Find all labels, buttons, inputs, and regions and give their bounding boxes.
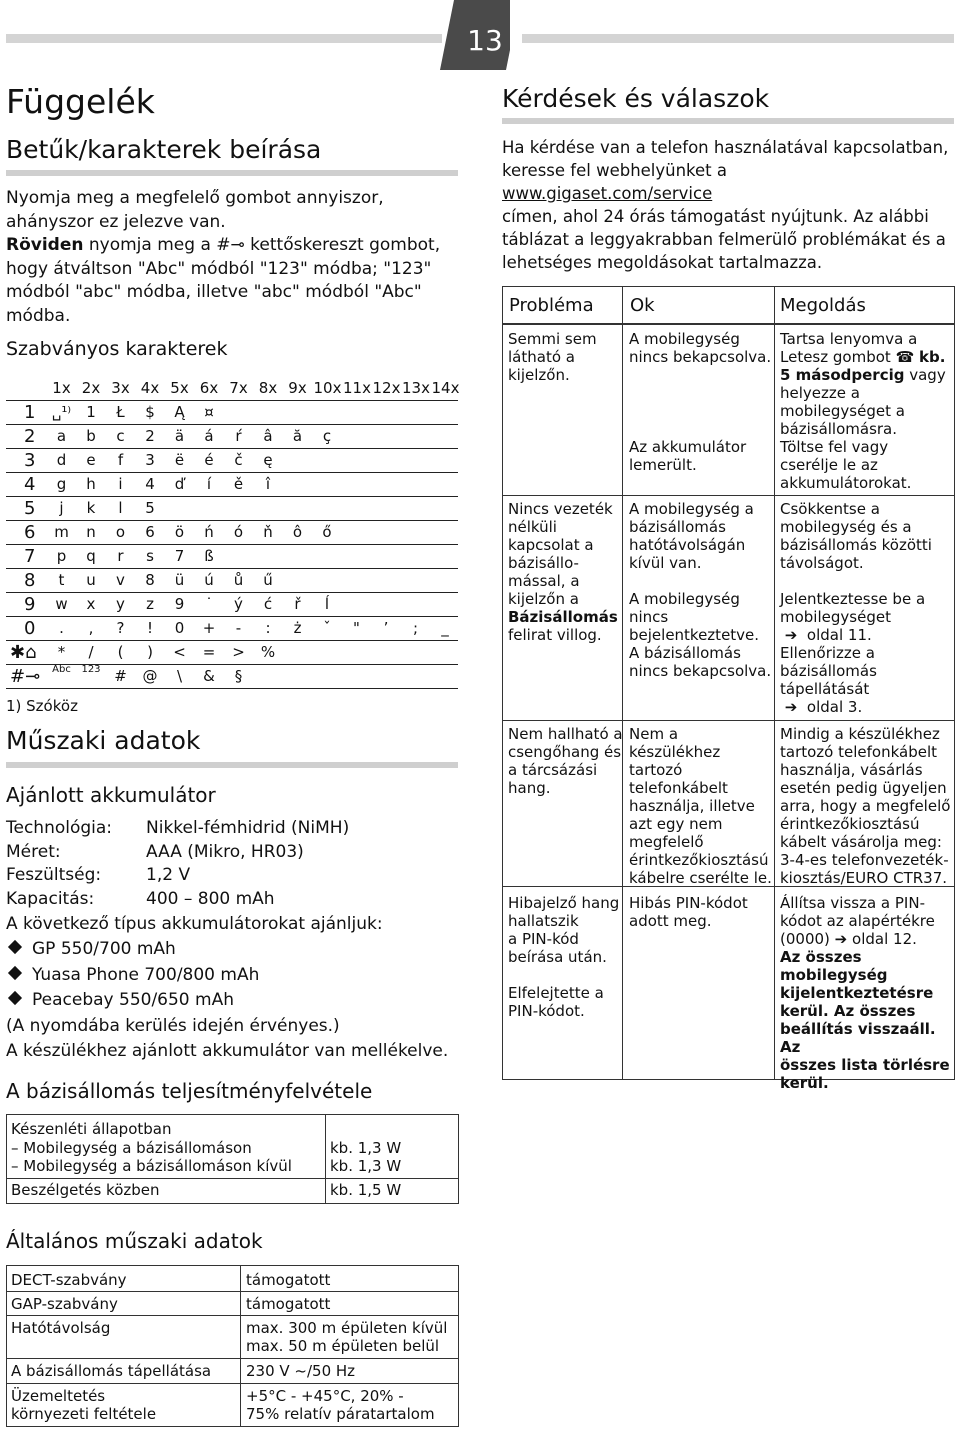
char-table-key: 3	[24, 450, 36, 471]
star-key-icon: ✱⌂	[10, 642, 37, 663]
general-value: támogatott	[246, 1295, 331, 1313]
char-table-cell: á	[204, 427, 214, 445]
general-value: +5°C - +45°C, 20% -	[246, 1387, 404, 1405]
char-table-row	[6, 472, 458, 497]
char-table-cell: h	[86, 475, 96, 493]
on-base-value: kb. 1,3 W	[330, 1139, 402, 1157]
char-table-cell: x	[86, 595, 96, 613]
char-table-cell: ß	[204, 547, 214, 565]
general-label: A bázisállomás tápellátása	[11, 1362, 212, 1380]
char-table-cell: r	[117, 547, 124, 565]
diamond-bullet-icon	[8, 991, 22, 1005]
header-cause: Ok	[630, 295, 655, 316]
char-table-cell: 6	[145, 523, 155, 541]
char-table-header-cell: 13x	[402, 379, 430, 397]
footnote: 1) Szóköz	[6, 697, 78, 715]
char-table-cell: 2	[145, 427, 155, 445]
char-table-cell: ű	[263, 571, 273, 589]
char-table-row	[6, 400, 458, 425]
char-table-cell: ů	[233, 571, 244, 589]
battery-item: Peacebay 550/650 mAh	[6, 990, 234, 1010]
spec-label: Kapacitás:	[6, 889, 95, 909]
char-table-header-cell: 6x	[199, 379, 219, 397]
char-table-cell: w	[55, 595, 68, 613]
char-table-cell: (	[117, 643, 124, 661]
r3-solution: Mindig a készülékhez tartozó telefonkábelt használja, vásárlás esetén pedig ügyeljen arra, hogy a megfelelő érintkezőkiosztású kábelt vásárolja meg: 3-4-es telefonvezeték- kiosztás/EURO CTR37.	[780, 725, 951, 887]
char-table-row	[6, 592, 458, 617]
intro-paragraph: Nyomja meg a megfelelő gombot annyiszor, ahányszor ez jelezve van. Röviden nyomja meg a #⊸ kettőskereszt gombot, hogy átváltson "Abc" módból "123" módba; "123" módból "abc" módba, illetve "abc" módból "Abc" módba.	[6, 188, 441, 326]
char-table-cell: d	[56, 451, 67, 469]
char-table-header-cell: 1x	[52, 379, 71, 397]
section-chars-title: Betűk/karakterek beírása	[6, 135, 322, 164]
on-base-label: – Mobilegység a bázisállomáson	[11, 1139, 252, 1157]
char-table-cell: *	[57, 643, 66, 661]
char-table-cell: q	[86, 547, 96, 565]
char-table-cell: ř	[294, 595, 301, 613]
arrow-right-icon: ➔	[784, 698, 798, 716]
char-table-cell: â	[263, 427, 273, 445]
char-table-row	[6, 520, 458, 545]
spec-value: AAA (Mikro, HR03)	[146, 842, 304, 862]
char-table-cell: y	[116, 595, 125, 613]
section-rule	[6, 170, 458, 176]
char-table-cell: ʼ	[383, 619, 389, 637]
char-table-cell: "	[353, 619, 360, 637]
spec-value: 400 – 800 mAh	[146, 889, 275, 909]
char-table-cell: Abc	[52, 664, 71, 675]
char-table-cell: ć	[263, 595, 273, 613]
char-table-cell: \	[176, 667, 183, 685]
char-table-cell: g	[56, 475, 67, 493]
char-table-cell: ë	[174, 451, 185, 469]
char-table-key: 6	[24, 522, 36, 543]
general-label: GAP-szabvány	[11, 1295, 118, 1313]
char-table-cell: ż	[293, 619, 302, 637]
char-table-cell: <	[173, 643, 186, 661]
r2-solution2: Jelentkeztesse be a mobilegységet ➔ oldal 11. Ellenőrizze a bázisállomás tápellátását ➔ oldal 3.	[780, 590, 926, 716]
char-table-cell: /	[88, 643, 94, 661]
spec-label: Technológia:	[6, 818, 113, 838]
char-table-header-cell: 8x	[258, 379, 278, 397]
service-link[interactable]: www.gigaset.com/service	[502, 184, 713, 203]
r2-solution: Csökkentse a mobilegység és a bázisállomás közötti távolságot.	[780, 500, 932, 572]
char-table-key: 4	[24, 474, 36, 495]
call-label: Beszélgetés közben	[11, 1181, 160, 1199]
char-table-cell: 123	[81, 664, 101, 675]
power-heading: A bázisállomás teljesítményfelvétele	[6, 1079, 373, 1103]
general-table	[6, 1265, 459, 1427]
char-table-cell: n	[86, 523, 96, 541]
char-table-cell: ;	[412, 619, 419, 637]
char-table-cell: ô	[292, 523, 303, 541]
char-table-cell: ő	[322, 523, 332, 541]
char-table-cell: 8	[145, 571, 155, 589]
char-table-header-cell: 4x	[140, 379, 160, 397]
char-table-cell: k	[86, 499, 96, 517]
general-label: DECT-szabvány	[11, 1271, 127, 1289]
char-table-row	[6, 664, 458, 689]
char-table-header-cell: 12x	[372, 379, 401, 397]
char-table-cell: ó	[233, 523, 244, 541]
char-table-cell: ä	[174, 427, 185, 445]
char-table-cell: v	[116, 571, 125, 589]
char-table-cell: ă	[292, 427, 303, 445]
note-included: A készülékhez ajánlott akkumulátor van mellékelve.	[6, 1041, 449, 1061]
r1-solution: Tartsa lenyomva a Letesz gombot ☎ kb. 5 másodpercig vagy helyezze a mobilegységet a bázisállomásra. Töltse fel vagy cserélje le az akkumulátorokat.	[780, 330, 946, 492]
char-table-cell: z	[146, 595, 154, 613]
general-label: Üzemeltetés	[11, 1387, 106, 1405]
char-table-header-cell: 3x	[111, 379, 130, 397]
diamond-bullet-icon	[8, 940, 22, 954]
char-table-key: 9	[24, 594, 36, 615]
char-table-cell: -	[235, 619, 242, 637]
end-call-icon: ☎	[895, 348, 915, 366]
char-table-cell: ˙	[205, 595, 213, 613]
char-table-key: 0	[24, 618, 36, 639]
general-value: max. 50 m épületen belül	[246, 1337, 440, 1355]
char-table-cell: +	[202, 619, 216, 637]
qa-title: Kérdések és válaszok	[502, 84, 770, 113]
char-table-cell: ŕ	[235, 427, 242, 445]
char-table-header-cell: 2x	[81, 379, 101, 397]
char-table-cell: o	[115, 523, 126, 541]
char-table-row	[6, 424, 458, 449]
hash-key-icon: #⊸	[216, 235, 245, 255]
char-table-key: 1	[24, 402, 36, 423]
char-table-header-cell: 11x	[343, 379, 371, 397]
char-table-cell: >	[232, 643, 245, 661]
diamond-bullet-icon	[8, 966, 22, 980]
r1-cause2: Az akkumulátor lemerült.	[629, 438, 747, 474]
battery-heading: Ajánlott akkumulátor	[6, 783, 216, 807]
char-table-row	[6, 640, 458, 665]
char-table-header-cell: 7x	[229, 379, 248, 397]
page-number: 13	[467, 24, 503, 57]
r2-problem: Nincs vezeték nélküli kapcsolat a bázisállo- mással, a kijelzőn a Bázisállomás felirat villog.	[508, 500, 618, 644]
char-table-cell: Ą	[174, 403, 185, 421]
char-table-header-cell: 10x	[313, 379, 342, 397]
char-table-cell: 4	[145, 475, 155, 493]
r4-problem: Hibajelző hang hallatszik a PIN-kód beírása után.	[508, 894, 620, 966]
off-base-value: kb. 1,3 W	[330, 1157, 402, 1175]
standby-label: Készenléti állapotban	[11, 1120, 172, 1138]
off-base-label: – Mobilegység a bázisállomáson kívül	[11, 1157, 292, 1175]
header-problem: Probléma	[509, 295, 594, 316]
header-solution: Megoldás	[780, 295, 866, 316]
char-table-cell: 5	[145, 499, 155, 517]
char-table-cell: @	[142, 667, 158, 685]
r1-cause: A mobilegység nincs bekapcsolva.	[629, 330, 772, 366]
spec-label: Méret:	[6, 842, 61, 862]
char-table-cell: î	[265, 475, 271, 493]
char-table-cell: i	[118, 475, 123, 493]
char-table-cell: &	[203, 667, 215, 685]
spec-label: Feszültség:	[6, 865, 102, 885]
spec-value: 1,2 V	[146, 865, 191, 885]
qa-table	[502, 286, 955, 1092]
char-table-cell: :	[265, 619, 271, 637]
char-table-key: 7	[24, 546, 36, 567]
qa-rule	[502, 118, 954, 124]
char-table-row	[6, 616, 458, 641]
r2-cause: A mobilegység a bázisállomás hatótávolságán kívül van.	[629, 500, 754, 572]
char-table-cell: u	[86, 571, 96, 589]
char-table-cell: ě	[233, 475, 244, 493]
char-table-row	[6, 544, 458, 569]
appendix-title: Függelék	[6, 82, 155, 121]
note-print: (A nyomdába kerülés idején érvényes.)	[6, 1016, 340, 1036]
char-table-cell: f	[117, 451, 124, 469]
char-table-cell: ü	[174, 571, 185, 589]
char-table-cell: ç	[322, 427, 332, 445]
char-table-cell: ń	[204, 523, 214, 541]
char-table-cell: ú	[204, 571, 214, 589]
top-rule-right	[522, 34, 954, 43]
space-icon: ␣¹⁾	[51, 403, 72, 421]
char-table-cell: §	[234, 667, 243, 685]
char-table-cell: ?	[116, 619, 125, 637]
r4-problem2: Elfelejtette a PIN-kódot.	[508, 984, 604, 1020]
r3-problem: Nem hallható a csengőhang és a tárcsázási hang.	[508, 725, 623, 797]
arrow-right-icon: ➔	[784, 626, 798, 644]
r2-cause2: A mobilegység nincs bejelentkeztetve. A bázisállomás nincs bekapcsolva.	[629, 590, 772, 680]
char-table-cell: ¤	[204, 403, 214, 421]
char-table-cell: _	[441, 619, 449, 637]
power-table	[6, 1114, 459, 1204]
char-table-cell: j	[59, 499, 64, 517]
spec-value: Nikkel-fémhidrid (NiMH)	[146, 818, 350, 838]
char-table-header-cell: 14x	[431, 379, 460, 397]
general-value: 75% relatív páratartalom	[246, 1405, 435, 1423]
char-table-cell: 3	[145, 451, 155, 469]
general-value: támogatott	[246, 1271, 331, 1289]
char-table-header-cell: 9x	[288, 379, 307, 397]
char-table-key: 2	[24, 426, 36, 447]
qa-intro: Ha kérdése van a telefon használatával kapcsolatban, keresse fel webhelyünket a www.gigaset.com/service címen, ahol 24 órás támogatást nyújtunk. Az alábbi táblázat a leggyakrabban felmerülő problémákat és a lehetséges megoldásokat tartalmazza.	[502, 136, 957, 274]
general-heading: Általános műszaki adatok	[6, 1229, 263, 1253]
char-table-row	[6, 448, 458, 473]
char-table-cell: ö	[174, 523, 185, 541]
char-table-cell: é	[204, 451, 214, 469]
char-table-cell: !	[146, 619, 153, 637]
char-table-cell: 7	[174, 547, 185, 565]
char-table-cell: ý	[234, 595, 243, 613]
char-table-cell: =	[202, 643, 216, 661]
char-table-cell: .	[59, 619, 64, 637]
top-rule-left	[6, 34, 442, 43]
char-table-cell: ˇ	[323, 619, 331, 637]
general-label: Hatótávolság	[11, 1319, 111, 1337]
char-table-cell: e	[86, 451, 96, 469]
arrow-right-icon: ➔	[834, 930, 848, 948]
char-table-cell: ę	[263, 451, 273, 469]
char-table-cell: m	[54, 523, 69, 541]
r4-cause: Hibás PIN-kódot adott meg.	[629, 894, 748, 930]
tech-rule	[6, 762, 458, 768]
char-table-cell: í	[206, 475, 212, 493]
char-table-cell: 0	[174, 619, 185, 637]
char-table-cell: )	[147, 643, 153, 661]
hash-key-icon: #⊸	[10, 666, 41, 687]
char-table-cell: %	[260, 643, 276, 661]
char-table-header	[6, 376, 458, 401]
char-table-cell: s	[146, 547, 154, 565]
char-table-cell: ĺ	[324, 595, 330, 613]
char-table-cell: ď	[174, 475, 185, 493]
char-table-cell: Ł	[116, 403, 125, 421]
char-table-cell: $	[145, 403, 155, 421]
r4-solution: Állítsa vissza a PIN- kódot az alapértékre (0000) ➔ oldal 12. Az összes mobilegység kijelentkeztetésre kerül. Az összes beállítás visszaáll. Az összes lista törlésre kerül.	[780, 894, 950, 1092]
char-table-cell: c	[116, 427, 125, 445]
tech-title: Műszaki adatok	[6, 726, 201, 755]
char-table-cell: p	[56, 547, 67, 565]
battery-item: GP 550/700 mAh	[6, 939, 176, 959]
char-table-header-cell: 5x	[170, 379, 189, 397]
char-table-cell: č	[234, 451, 243, 469]
char-table-cell: 9	[174, 595, 185, 613]
general-label: környezeti feltétele	[11, 1405, 157, 1423]
char-table-row	[6, 496, 458, 521]
char-table-cell: 1	[86, 403, 96, 421]
std-chars-heading: Szabványos karakterek	[6, 338, 228, 360]
call-value: kb. 1,5 W	[330, 1181, 402, 1199]
char-table-cell: #	[114, 667, 127, 685]
char-table-cell: t	[58, 571, 65, 589]
char-table-cell: ,	[88, 619, 94, 637]
r1-problem: Semmi sem látható a kijelzőn.	[508, 330, 597, 384]
recommend-line: A következő típus akkumulátorokat ajánljuk:	[6, 914, 383, 934]
r3-cause: Nem a készülékhez tartozó telefonkábelt használja, illetve azt egy nem megfelelő érintkezőkiosztású kábelre cserélte le.	[629, 725, 772, 887]
general-value: 230 V ~/50 Hz	[246, 1362, 356, 1380]
char-table-cell: l	[118, 499, 123, 517]
char-table-cell: b	[86, 427, 96, 445]
char-table-cell: a	[56, 427, 67, 445]
char-table-row	[6, 568, 458, 593]
char-table-cell: ň	[263, 523, 273, 541]
battery-item: Yuasa Phone 700/800 mAh	[6, 965, 259, 985]
char-table-key: 8	[24, 570, 36, 591]
general-value: max. 300 m épületen kívül	[246, 1319, 448, 1337]
char-table-key: 5	[24, 498, 36, 519]
